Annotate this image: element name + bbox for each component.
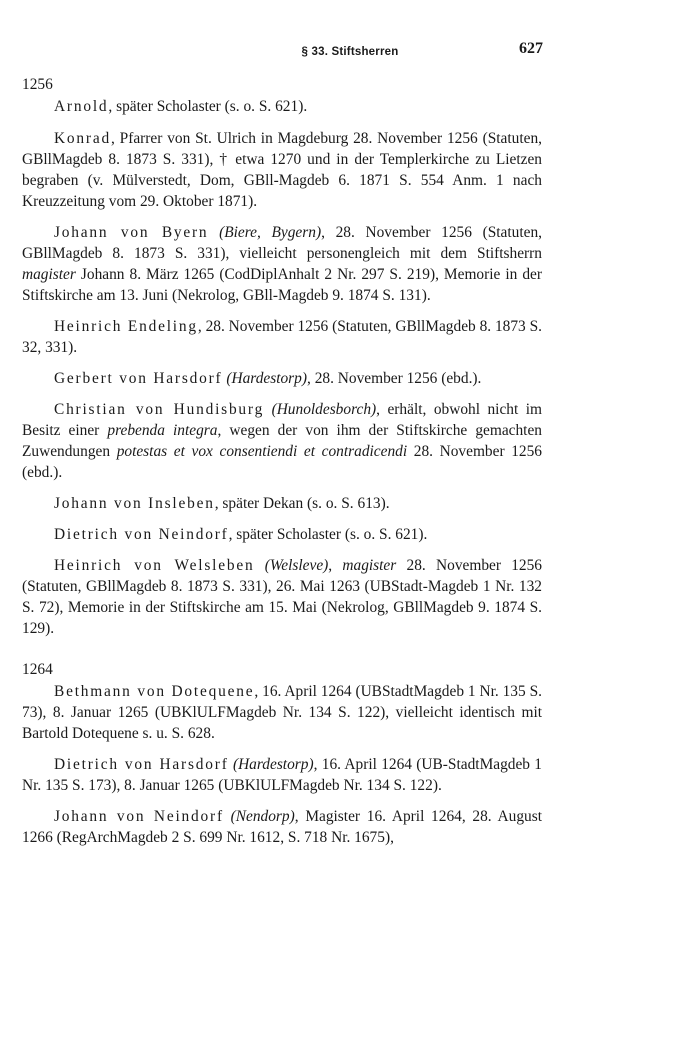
name-variant: (Hunoldesborch)	[271, 401, 377, 418]
person-name: Heinrich Endeling	[54, 318, 198, 335]
name-variant: (Nendorp)	[230, 808, 295, 825]
page-number: 627	[519, 40, 543, 57]
latin-term: potestas et vox consentiendi et contradicendi	[116, 443, 408, 460]
person-name: Christian von Hundisburg	[54, 401, 265, 418]
year-heading-1264: 1264	[22, 661, 53, 678]
person-name: Heinrich von Welsleben	[54, 557, 255, 574]
entry-dietrich-von-neindorf: Dietrich von Neindorf, später Scholaster (s. o. S. 621).	[54, 526, 428, 543]
entry-johann-von-byern: Johann von Byern (Biere, Bygern), 28. November 1256 (Statuten, GBllMagdeb 8. 1873 S. 331), vielleicht personengleich mit dem Stiftsherrn magister Johann 8. März 1265 (CodDiplAnhalt 2 Nr. 297 S. 219), Memorie in der Stiftskirche am 13. Juni (Nekrolog, GBll-Magdeb 9. 1874 S. 131).	[22, 224, 542, 304]
person-name: Gerbert von Harsdorf	[54, 370, 223, 387]
entry-heinrich-endeling: Heinrich Endeling, 28. November 1256 (Statuten, GBllMagdeb 8. 1873 S. 32, 331).	[22, 318, 543, 356]
entry-konrad: Konrad, Pfarrer von St. Ulrich in Magdeburg 28. November 1256 (Statuten, GBllMagdeb 8. 1873 S. 331), † etwa 1270 und in der Templerkirche zu Lietzen begraben (v. Mülverstedt, Dom, GBll-Magdeb 6. 1871 S. 554 Anm. 1 nach Kreuzzeitung vom 29. Oktober 1871).	[22, 130, 542, 210]
person-name: Bethmann von Dotequene	[54, 683, 255, 700]
section-heading: § 33. Stiftsherren	[301, 46, 399, 58]
latin-term: prebenda integra	[107, 422, 218, 439]
entry-gerbert-von-harsdorf: Gerbert von Harsdorf (Hardestorp), 28. November 1256 (ebd.).	[54, 370, 482, 387]
entry-bethmann-von-dotequene: Bethmann von Dotequene, 16. April 1264 (UBStadtMagdeb 1 Nr. 135 S. 73), 8. Januar 1265 (UBKlULFMagdeb Nr. 134 S. 122), vielleicht identisch mit Bartold Dotequene s. u. S. 628.	[22, 683, 542, 742]
name-variant: (Welsleve)	[264, 557, 329, 574]
running-header	[0, 38, 700, 58]
name-variant: (Hardestorp)	[226, 370, 307, 387]
latin-term: magister	[342, 557, 397, 574]
entry-christian-von-hundisburg: Christian von Hundisburg (Hunoldesborch), erhält, obwohl nicht im Besitz einer prebenda integra, wegen der von ihm der Stiftskirche gemachten Zuwendungen potestas et vox consentiendi et contradicendi 28. November 1256 (ebd.).	[22, 401, 542, 481]
person-name: Johann von Insleben	[54, 495, 215, 512]
person-name: Konrad	[54, 130, 111, 147]
latin-term: magister	[22, 266, 76, 283]
entry-johann-von-neindorf: Johann von Neindorf (Nendorp), Magister 16. April 1264, 28. August 1266 (RegArchMagdeb 2 S. 699 Nr. 1612, S. 718 Nr. 1675),	[22, 808, 542, 846]
person-name: Arnold	[54, 98, 109, 115]
name-variant: (Hardestorp)	[232, 756, 314, 773]
entry-johann-von-insleben: Johann von Insleben, später Dekan (s. o. S. 613).	[54, 495, 390, 512]
year-heading-1256: 1256	[22, 76, 53, 93]
entry-dietrich-von-harsdorf: Dietrich von Harsdorf (Hardestorp), 16. April 1264 (UB-StadtMagdeb 1 Nr. 135 S. 173), 8. Januar 1265 (UBKlULFMagdeb Nr. 134 S. 122).	[22, 756, 542, 794]
person-name: Dietrich von Neindorf	[54, 526, 229, 543]
entry-heinrich-von-welsleben: Heinrich von Welsleben (Welsleve), magister 28. November 1256 (Statuten, GBllMagdeb 8. 1873 S. 331), 26. Mai 1263 (UBStadt-Magdeb 1 Nr. 132 S. 72), Memorie in der Stiftskirche am 15. Mai (Nekrolog, GBllMagdeb 9. 1874 S. 129).	[22, 557, 542, 637]
page-body	[22, 74, 542, 858]
person-name: Johann von Byern	[54, 224, 209, 241]
entry-arnold: Arnold, später Scholaster (s. o. S. 621).	[54, 98, 308, 115]
name-variant: (Biere, Bygern)	[219, 224, 322, 241]
person-name: Dietrich von Harsdorf	[54, 756, 229, 773]
person-name: Johann von Neindorf	[54, 808, 224, 825]
